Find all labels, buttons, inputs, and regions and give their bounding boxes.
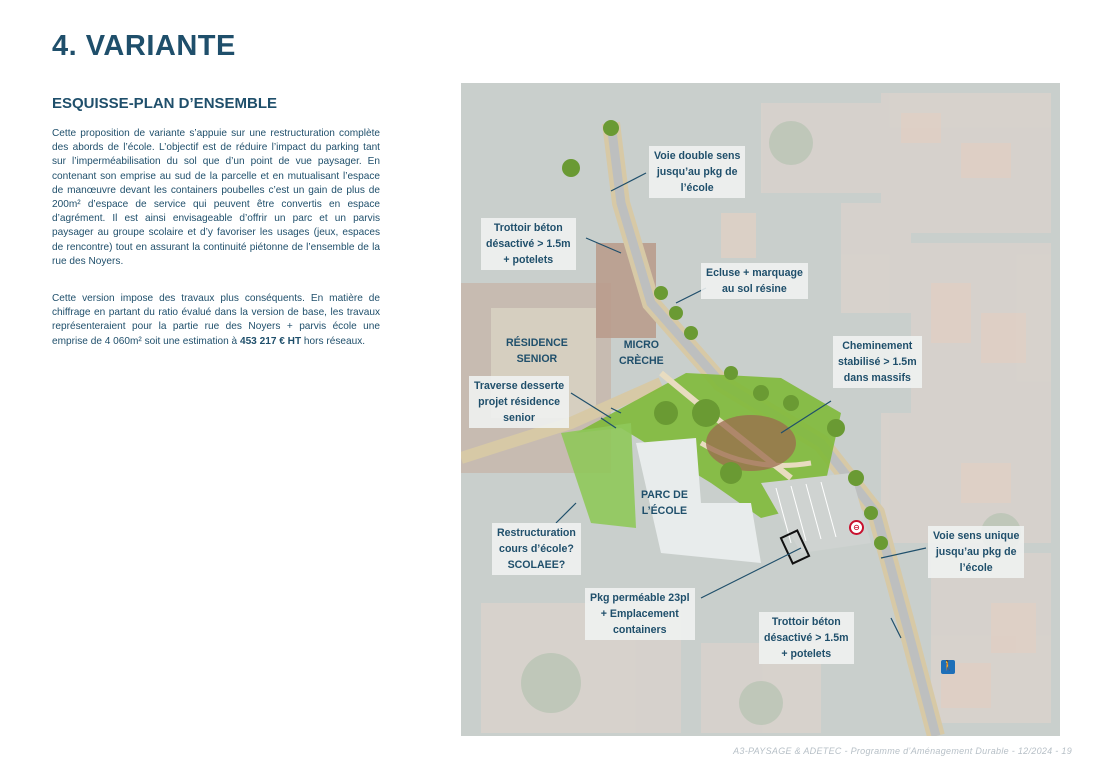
no-entry-sign-icon: ⊖ [849, 520, 864, 535]
intro-paragraph: Cette proposition de variante s’appuie sur une restructuration complète des abords de l’école. L’objectif est de réduire l’impact du parking tant sur l’imperméabilisation du sol que d’un point de vue paysager. En contenant son emprise au sud de la parcelle et en mutualisant l’espace de manœuvre devant les containers poubelles c’est un gain de plus de 200m² d’espace de service qui peuvent être convertis en espace d’agrément. Il est ainsi envisageable d’offrir un parc et un parvis paysager au groupe scolaire et d’y favoriser les usages (jeux, espaces de rencontre) tout en assurant la continuité piétonne de l’ensemble de la rue des Noyers. [52, 128, 380, 267]
cost-paragraph [52, 292, 380, 349]
label-ecluse: Ecluse + marquage au sol résine [701, 263, 808, 299]
label-parking-permeable: Pkg perméable 23pl + Emplacement containers [585, 588, 695, 640]
label-trottoir-bottom: Trottoir béton désactivé > 1.5m + potelets [759, 612, 854, 664]
label-voie-double-sens: Voie double sens jusqu’au pkg de l’école [649, 146, 745, 198]
site-plan-map [461, 83, 1060, 736]
label-voie-sens-unique: Voie sens unique jusqu’au pkg de l’école [928, 526, 1024, 578]
label-micro-creche: MICRO CRÈCHE [619, 339, 664, 367]
cost-text-end: hors réseaux. [301, 335, 366, 347]
label-cheminement: Cheminement stabilisé > 1.5m dans massifs [833, 336, 922, 388]
label-trottoir-top: Trottoir béton désactivé > 1.5m + potelets [481, 218, 576, 270]
cost-text: Cette version impose des travaux plus conséquents. En matière de chiffrage en partant du ratio évalué dans la version de base, les travaux représenteraient pour la partie rue des Noyers + parvis école une emprise de 4 060m² soit une estimation à [52, 293, 380, 347]
page-footer: A3-PAYSAGE & ADETEC - Programme d’Aménagement Durable - 12/2024 - 19 [733, 746, 1072, 756]
label-parc-ecole: PARC DE L’ÉCOLE [641, 489, 688, 517]
label-restructuration: Restructuration cours d’école? SCOLAEE? [492, 523, 581, 575]
page-title: 4. VARIANTE [52, 30, 236, 62]
label-traverse: Traverse desserte projet résidence senior [469, 376, 569, 428]
section-title: ESQUISSE-PLAN D’ENSEMBLE [52, 95, 278, 112]
pedestrian-sign-icon: 🚶 [941, 661, 955, 672]
label-residence-senior: RÉSIDENCE SENIOR [506, 337, 568, 365]
cost-estimate: 453 217 € HT [239, 335, 302, 347]
